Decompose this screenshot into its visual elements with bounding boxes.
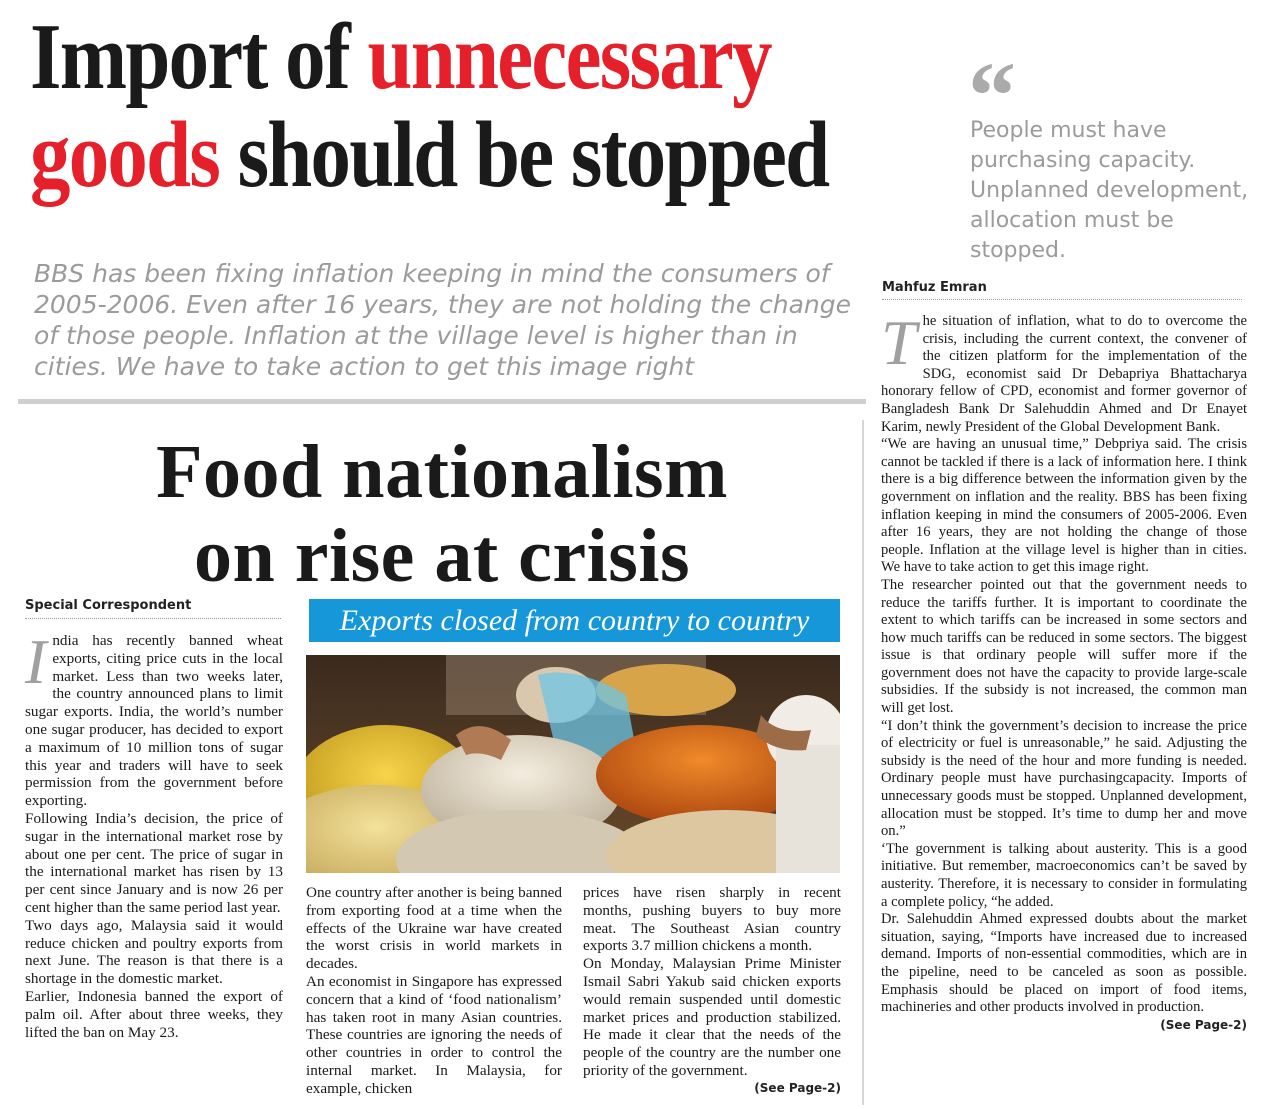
article-column-2: [306, 884, 562, 1098]
headline-deck: BBS has been fixing inflation keeping in mind the consumers of 2005-2006. Even after 16 years, they are not holding the change of those people. Inflation at the village level is higher than in cities. We have to take action to get this image right: [34, 259, 852, 381]
byline-left: Special Correspondent: [25, 598, 192, 613]
see-page-link-col4[interactable]: (See Page-2): [1160, 1017, 1247, 1032]
col1-paragraph-1: ndia has recently banned wheat exports, citing price cuts in the local market. Less than two weeks later, the country announced plans to limit sugar exports. India, the world’s number one sugar producer, has decided to export a maximum of 10 million tons of sugar this year and traders will have to seek permission from the government before exporting.: [25, 632, 283, 810]
section-divider: [18, 399, 866, 404]
headline-part-3: goods: [30, 103, 220, 207]
col3-paragraph-1: prices have risen sharply in recent months, pushing buyers to buy more meat. The Southeast Asian country exports 3.7 million chickens a month.: [583, 884, 841, 955]
headline2-line2: on rise at crisis: [193, 514, 691, 598]
market-photo: [306, 655, 840, 873]
col4-paragraph-6: Dr. Salehuddin Ahmed expressed doubts about the market situation, saying, “Imports have increased due to increased demand. Imports of non-essential commodities, which are in the pipeline, need to be canceled as soon as possible. Emphasis should be placed on import of food items, machineries and other products involved in production.: [881, 911, 1247, 1016]
see-page-link-col3[interactable]: (See Page-2): [754, 1080, 841, 1095]
col2-paragraph-1: One country after another is being banned from exporting food at a time when the effects of the Ukraine war have created the worst crisis in world markets in decades.: [306, 884, 562, 973]
byline-left-divider: [25, 618, 281, 619]
col4-paragraph-1: he situation of inflation, what to do to overcome the crisis, including the current context, the convener of the citizen platform for the implementation of the SDG, economist said Dr Debapriya Bhattacharya honorary fellow of CPD, economist and former governor of Bangladesh Bank Dr Salehuddin Ahmed and Dr Enayet Karim, newly President of the Global Development Bank.: [881, 313, 1247, 435]
col4-paragraph-5: ‘The government is talking about austerity. This is a good initiative. But remember, macroeconomics can’t be saved by austerity. Therefore, it is necessary to consider in formulating a complete policy, “he added.: [881, 840, 1247, 910]
article-column-1: [25, 626, 283, 1041]
col3-paragraph-2: On Monday, Malaysian Prime Minister Ismail Sabri Yakub said chicken exports would remain suspended until domestic market prices and production stabilized. He made it clear that the needs of the people of the country are the number one priority of the government.: [583, 955, 841, 1079]
headline-part-2: unnecessary: [367, 5, 771, 109]
col4-paragraph-2: “We are having an unusual time,” Debpriya said. The crisis cannot be tackled if there is a lack of information here. I think there is a big difference between the information given by the government on inflation and the reality. BBS has been fixing inflation keeping in mind the consumers of 2005-2006. Even after 16 years, they are not holding the change of those people. Inflation at the village level is higher than in cities. We have to take action to get this image right.: [881, 436, 1247, 576]
col2-paragraph-2: An economist in Singapore has expressed concern that a kind of ‘food nationalism’ has taken root in many Asian countries. These countries are ignoring the needs of other countries in order to control the internal market. In Malaysia, for example, chicken: [306, 972, 562, 1097]
main-headline: [30, 5, 829, 207]
col1-paragraph-2: Following India’s decision, the price of sugar in the international market rose by about one per cent. The price of sugar in the international market has risen by 13 per cent since January and is now 26 per cent higher than the same period last year.: [25, 809, 283, 916]
headline-part-4: should be stopped: [219, 103, 829, 207]
quote-mark-icon: “: [968, 42, 1016, 149]
col1-paragraph-3: Two days ago, Malaysia said it would reduce chicken and poultry exports from next June. The reason is that there is a shortage in the domestic market.: [25, 916, 283, 988]
article-column-4: [881, 307, 1247, 1034]
pull-quote: People must have purchasing capacity. Unplanned development, allocation must be stopped.: [970, 118, 1249, 263]
col4-paragraph-4: “I don’t think the government’s decision to increase the price of electricity or fuel is unreasonable,” he said. Adjusting the subsidy is the need of the hour and more funding is needed. Ordinary people must have purchasingcapacity. Imports of unnecessary goods must be stopped. Unplanned development, allocation must be stopped. It’s time to dump her and move on.”: [881, 717, 1247, 840]
byline-right: Mahfuz Emran: [882, 280, 987, 295]
headline-part-1: Import of: [30, 5, 368, 109]
section-banner: Exports closed from country to country: [309, 599, 840, 642]
grain-sacks-image: [306, 655, 840, 873]
col1-paragraph-4: Earlier, Indonesia banned the export of palm oil. After about three weeks, they lifted the ban on May 23.: [25, 987, 283, 1041]
headline2-line1: Food nationalism: [156, 430, 728, 514]
article-column-3: [583, 884, 841, 1098]
byline-divider: [882, 299, 1242, 300]
secondary-headline: [18, 430, 866, 598]
col4-paragraph-3: The researcher pointed out that the government needs to reduce the tariffs further. It is important to coordinate the extent to which tariffs can be increased in some sectors and how much tariffs can be reduced in some sectors. The biggest issue is that ordinary people will suffer more if the government does not have the capacity to provide large-scale subsidies. If the subsidy is not increased, the common man will get lost.: [881, 576, 1247, 717]
dropcap-i: I: [25, 626, 47, 697]
dropcap-t: T: [881, 307, 917, 378]
